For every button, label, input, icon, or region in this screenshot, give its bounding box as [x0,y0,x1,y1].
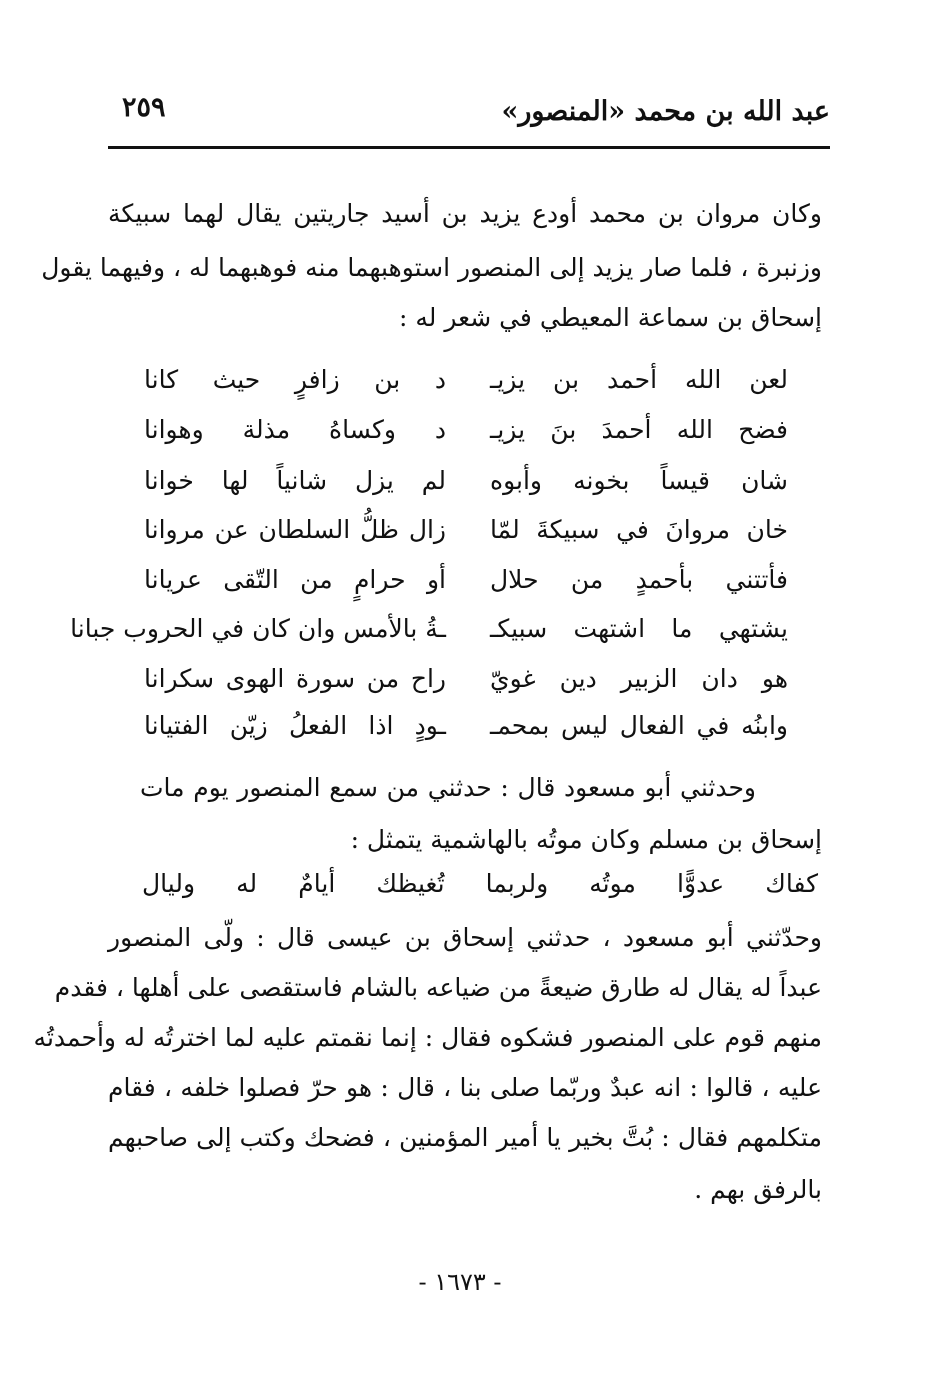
verse-second-hemistich: ـودٍ اذا الفعلُ زيّن الفتيانا [144,711,446,740]
running-header [108,88,830,144]
paragraph-line: إسحاق بن سماعة المعيطي في شعر له : [399,303,822,332]
verse-first-hemistich: فضح الله أحمدَ بنَ يزيـ [490,415,788,444]
verse-second-hemistich: راح من سورة الهوى سكرانا [144,664,446,693]
paragraph-line: عليه ، قالوا : انه عبدٌ وربّما صلى بنا ، قال : هو حرّ فصلوا خلفه ، فقام [108,1073,822,1102]
header-rule [108,146,830,149]
paragraph-line: وحدثني أبو مسعود قال : حدثني من سمع المنصور يوم مات [140,773,756,802]
paragraph-line: وكان مروان بن محمد أودع يزيد بن أسيد جاريتين يقال لهما سبيكة [108,199,822,228]
quoted-verse: كفاك عدوًّا موتُه ولربما تُغيظك أيامٌ له وليال [142,869,818,898]
running-head-title: عبد الله بن محمد «المنصور» [501,96,830,127]
verse-first-hemistich: فأتتني بأحمدٍ من حلال [490,565,788,594]
verse-second-hemistich: ـةُ بالأمس وان كان في الحروب جبانا [70,614,446,643]
verse-first-hemistich: شان قيساً بخونه وأبوه [490,466,788,495]
verse-second-hemistich: أو حرامٍ من التّقى عريانا [144,565,446,594]
verse-second-hemistich: لم يزل شانياً لها خوانا [144,466,446,495]
verse-first-hemistich: وابنُه في الفعال ليس بمحمـ [490,711,788,740]
verse-second-hemistich: زال ظلُّ السلطان عن مروانا [144,515,446,544]
paragraph-line: إسحاق بن مسلم وكان موتُه بالهاشمية يتمثل : [350,825,822,854]
paragraph-line: وزنبرة ، فلما صار يزيد إلى المنصور استوهبهما منه فوهبهما له ، وفيهما يقول [41,253,822,282]
page-number: ٢٥٩ [122,92,166,123]
footer-page-number: - ١٦٧٣ - [418,1268,502,1296]
verse-second-hemistich: د وكساهُ مذلة وهوانا [144,415,446,444]
paragraph-line: منهم قوم على المنصور فشكوه فقال : إنما نقمتم عليه لما اخترتُه له وأحمدتُه [33,1023,822,1052]
verse-first-hemistich: هو دان الزبير دين غويّ [490,664,788,693]
verse-second-hemistich: د بن زافرٍ حيث كانا [144,365,446,394]
verse-first-hemistich: يشتهي ما اشتهت سبيكـ [490,614,788,643]
verse-first-hemistich: خان مروانَ في سبيكةَ لمّا [490,515,788,544]
paragraph-line: عبداً له يقال له طارق ضيعةً من ضياعه بالشام فاستقصى على أهلها ، فقدم [54,973,822,1002]
paragraph-line: بالرفق بهم . [694,1175,822,1204]
paragraph-line: متكلمهم فقال : بُتَّ بخير يا أمير المؤمنين ، فضحك وكتب إلى صاحبهم [108,1123,822,1152]
verse-first-hemistich: لعن الله أحمد بن يزيـ [490,365,788,394]
paragraph-line: وحدّثني أبو مسعود ، حدثني إسحاق بن عيسى قال : ولّى المنصور [108,923,822,952]
